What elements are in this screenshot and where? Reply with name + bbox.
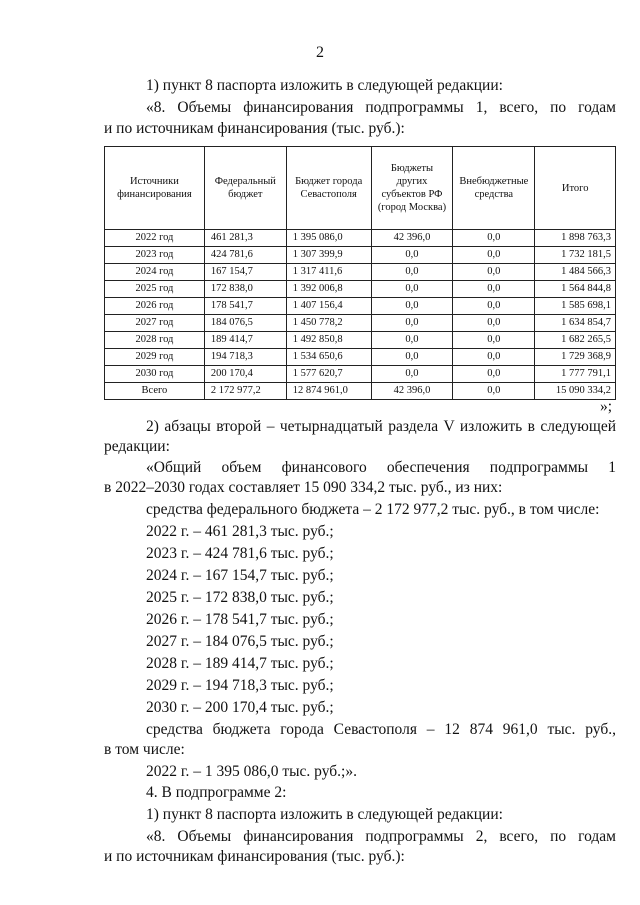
para3-line1: «Общий объем финансового обеспечения подпрограммы 1 — [146, 459, 616, 476]
close-quote: »; — [600, 398, 613, 415]
year-cell: 2027 год — [105, 315, 205, 332]
city-cell: 1 577 620,7 — [286, 366, 371, 383]
extrabudget-cell: 0,0 — [453, 230, 535, 247]
total-cell: 1 729 368,9 — [535, 349, 616, 366]
city-cell: 1 407 156,4 — [286, 298, 371, 315]
table-row — [105, 264, 616, 281]
other-subjects-cell: 42 396,0 — [371, 230, 453, 247]
federal-cell: 184 076,5 — [204, 315, 286, 332]
federal-year-item: 2029 г. – 194 718,3 тыс. руб.; — [146, 677, 334, 694]
extrabudget-cell: 0,0 — [453, 383, 535, 400]
other-subjects-cell: 0,0 — [371, 315, 453, 332]
financing-table — [104, 146, 616, 400]
table-total-row — [105, 383, 616, 400]
federal-cell: 2 172 977,2 — [204, 383, 286, 400]
federal-cell: 167 154,7 — [204, 264, 286, 281]
year-cell: 2028 год — [105, 332, 205, 349]
other-subjects-cell: 0,0 — [371, 366, 453, 383]
federal-cell: 189 414,7 — [204, 332, 286, 349]
federal-cell: 172 838,0 — [204, 281, 286, 298]
table-row — [105, 281, 616, 298]
federal-intro: средства федерального бюджета – 2 172 977,2 тыс. руб., в том числе: — [146, 501, 600, 518]
extrabudget-cell: 0,0 — [453, 281, 535, 298]
other-subjects-cell: 0,0 — [371, 281, 453, 298]
extrabudget-cell: 0,0 — [453, 247, 535, 264]
total-cell: 1 564 844,8 — [535, 281, 616, 298]
extrabudget-cell: 0,0 — [453, 332, 535, 349]
city-cell: 1 317 411,6 — [286, 264, 371, 281]
city-line2: в том числе: — [104, 741, 185, 758]
year-cell: 2022 год — [105, 230, 205, 247]
total-cell: 1 898 763,3 — [535, 230, 616, 247]
total-cell: 1 634 854,7 — [535, 315, 616, 332]
year-cell: 2026 год — [105, 298, 205, 315]
total-cell: 15 090 334,2 — [535, 383, 616, 400]
federal-cell: 424 781,6 — [204, 247, 286, 264]
year-cell: 2025 год — [105, 281, 205, 298]
city-cell: 1 307 399,9 — [286, 247, 371, 264]
federal-year-item: 2027 г. – 184 076,5 тыс. руб.; — [146, 633, 334, 650]
total-cell: 1 585 698,1 — [535, 298, 616, 315]
federal-year-item: 2028 г. – 189 414,7 тыс. руб.; — [146, 655, 334, 672]
item4-sub1: 1) пункт 8 паспорта изложить в следующей редакции: — [146, 806, 503, 823]
para2-line1: 2) абзацы второй – четырнадцатый раздела V изложить в следующей — [146, 418, 616, 435]
federal-year-item: 2022 г. – 461 281,3 тыс. руб.; — [146, 523, 334, 540]
header-city: Бюджет города Севастополя — [286, 147, 371, 230]
federal-cell: 178 541,7 — [204, 298, 286, 315]
city-cell: 1 450 778,2 — [286, 315, 371, 332]
year-cell: 2024 год — [105, 264, 205, 281]
extrabudget-cell: 0,0 — [453, 315, 535, 332]
year-cell: 2030 год — [105, 366, 205, 383]
extrabudget-cell: 0,0 — [453, 349, 535, 366]
extrabudget-cell: 0,0 — [453, 366, 535, 383]
federal-year-item: 2030 г. – 200 170,4 тыс. руб.; — [146, 699, 334, 716]
city-cell: 1 392 006,8 — [286, 281, 371, 298]
table-row — [105, 332, 616, 349]
city-cell: 1 534 650,6 — [286, 349, 371, 366]
other-subjects-cell: 0,0 — [371, 247, 453, 264]
federal-year-item: 2024 г. – 167 154,7 тыс. руб.; — [146, 567, 334, 584]
year-cell: 2029 год — [105, 349, 205, 366]
federal-cell: 200 170,4 — [204, 366, 286, 383]
header-federal: Федеральный бюджет — [204, 147, 286, 230]
year-cell: 2023 год — [105, 247, 205, 264]
item4-heading: 4. В подпрограмме 2: — [146, 784, 287, 801]
total-cell: 1 777 791,1 — [535, 366, 616, 383]
table-row — [105, 298, 616, 315]
para3-line2: в 2022–2030 годах составляет 15 090 334,2 тыс. руб., из них: — [104, 479, 503, 496]
total-cell: 1 484 566,3 — [535, 264, 616, 281]
header-extrabudget: Внебюджетные средства — [453, 147, 535, 230]
table-row — [105, 230, 616, 247]
quote2-line2: и по источникам финансирования (тыс. руб.): — [104, 848, 405, 865]
city-cell: 1 395 086,0 — [286, 230, 371, 247]
quote1-line2: и по источникам финансирования (тыс. руб.): — [104, 120, 405, 137]
extrabudget-cell: 0,0 — [453, 298, 535, 315]
header-total: Итого — [535, 147, 616, 230]
total-cell: 1 732 181,5 — [535, 247, 616, 264]
other-subjects-cell: 0,0 — [371, 349, 453, 366]
federal-year-item: 2025 г. – 172 838,0 тыс. руб.; — [146, 589, 334, 606]
city-2022: 2022 г. – 1 395 086,0 тыс. руб.;». — [146, 763, 357, 780]
federal-cell: 194 718,3 — [204, 349, 286, 366]
intro-paragraph: 1) пункт 8 паспорта изложить в следующей редакции: — [146, 77, 503, 94]
total-cell: 1 682 265,5 — [535, 332, 616, 349]
city-cell: 1 492 850,8 — [286, 332, 371, 349]
table-row — [105, 315, 616, 332]
page-number: 2 — [316, 44, 324, 61]
quote1-line1: «8. Объемы финансирования подпрограммы 1, всего, по годам — [146, 99, 616, 116]
city-cell: 12 874 961,0 — [286, 383, 371, 400]
header-sources: Источники финансирования — [105, 147, 205, 230]
federal-year-item: 2023 г. – 424 781,6 тыс. руб.; — [146, 545, 334, 562]
year-cell: Всего — [105, 383, 205, 400]
header-other-subjects: Бюджеты других субъектов РФ (город Москва) — [371, 147, 453, 230]
other-subjects-cell: 0,0 — [371, 298, 453, 315]
federal-year-item: 2026 г. – 178 541,7 тыс. руб.; — [146, 611, 334, 628]
other-subjects-cell: 0,0 — [371, 332, 453, 349]
extrabudget-cell: 0,0 — [453, 264, 535, 281]
para2-line2: редакции: — [104, 438, 170, 455]
table-row — [105, 349, 616, 366]
table-row — [105, 366, 616, 383]
federal-cell: 461 281,3 — [204, 230, 286, 247]
other-subjects-cell: 0,0 — [371, 264, 453, 281]
quote2-line1: «8. Объемы финансирования подпрограммы 2, всего, по годам — [146, 828, 616, 845]
city-line1: средства бюджета города Севастополя – 12 874 961,0 тыс. руб., — [146, 721, 616, 738]
table-row — [105, 247, 616, 264]
table-header-row — [105, 147, 616, 230]
other-subjects-cell: 42 396,0 — [371, 383, 453, 400]
